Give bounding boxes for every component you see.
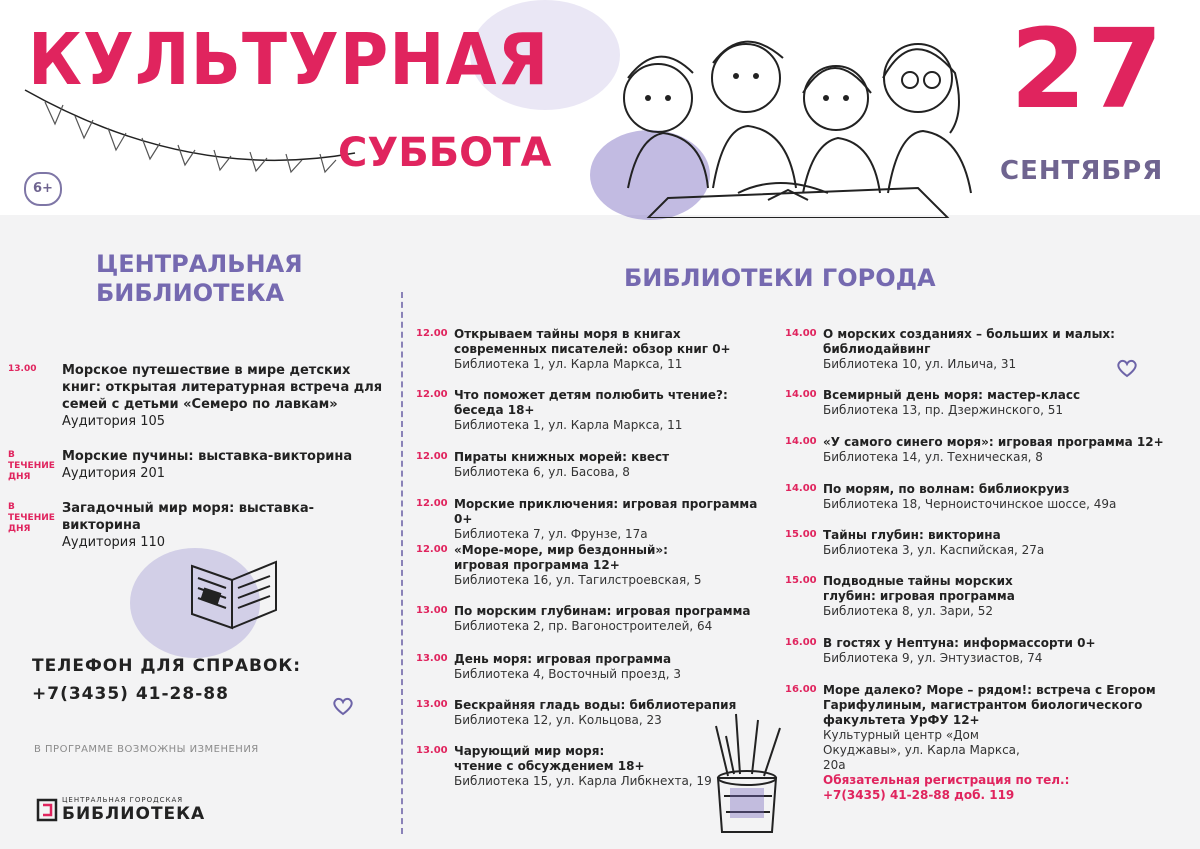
event-time: В ТЕЧЕНИЕ ДНЯ — [8, 450, 55, 482]
event-time: 15.00 — [785, 529, 817, 540]
event-place: Библиотека 16, ул. Тагилстроевская, 5 — [454, 573, 702, 587]
event-time: 12.00 — [416, 498, 448, 509]
event-time: 16.00 — [785, 684, 817, 695]
phone-number[interactable]: +7(3435) 41-28-88 — [32, 684, 229, 704]
central-event — [8, 448, 388, 482]
event-time: В ТЕЧЕНИЕ ДНЯ — [8, 502, 55, 534]
city-event — [785, 388, 1165, 418]
event-place: Библиотека 18, Черноисточинское шоссе, 49а — [823, 497, 1117, 511]
event-time: 13.00 — [8, 364, 37, 374]
event-title: Что поможет детям полюбить чтение?: беседа 18+ — [454, 388, 728, 417]
event-time: 16.00 — [785, 637, 817, 648]
event-title: Бескрайняя гладь воды: библиотерапия — [454, 698, 737, 712]
city-event — [785, 528, 1165, 558]
event-title: По морям, по волнам: библиокруиз — [823, 482, 1070, 496]
event-place: Аудитория 105 — [62, 414, 166, 429]
event-place: Культурный центр «Дом Окуджавы», ул. Карла Маркса, 20а — [823, 728, 1020, 772]
program-change-notice: В ПРОГРАММЕ ВОЗМОЖНЫ ИЗМЕНЕНИЯ — [34, 744, 259, 755]
city-event — [785, 482, 1165, 512]
event-place: Библиотека 10, ул. Ильича, 31 — [823, 357, 1017, 371]
event-place: Библиотека 15, ул. Карла Либкнехта, 19 — [454, 774, 712, 788]
bunting-garland-icon — [20, 88, 360, 178]
children-reading-illustration — [588, 18, 988, 218]
date-month: СЕНТЯБРЯ — [1000, 156, 1164, 186]
event-place: Библиотека 1, ул. Карла Маркса, 11 — [454, 418, 683, 432]
poster-title: КУЛЬТУРНАЯ — [28, 18, 550, 102]
event-place: Библиотека 13, пр. Дзержинского, 51 — [823, 403, 1063, 417]
date-day: 27 — [1010, 5, 1164, 133]
event-time: 13.00 — [416, 745, 448, 756]
event-time: 12.00 — [416, 328, 448, 339]
city-event — [785, 327, 1165, 372]
heart-icon — [1116, 358, 1138, 378]
central-event — [8, 362, 388, 430]
event-title: «У самого синего моря»: игровая программа 12+ — [823, 435, 1164, 449]
column-divider — [401, 292, 403, 834]
event-place: Библиотека 7, ул. Фрунзе, 17а — [454, 527, 648, 541]
city-event — [416, 652, 776, 682]
event-place: Библиотека 2, пр. Вагоностроителей, 64 — [454, 619, 713, 633]
event-title: Загадочный мир моря: выставка-викторина — [62, 501, 315, 533]
city-event — [416, 543, 776, 588]
event-title: По морским глубинам: игровая программа — [454, 604, 751, 618]
logo-big-text: БИБЛИОТЕКА — [62, 804, 206, 824]
city-event — [416, 450, 776, 480]
event-time: 12.00 — [416, 389, 448, 400]
central-event — [8, 500, 388, 551]
event-place: Библиотека 9, ул. Энтузиастов, 74 — [823, 651, 1043, 665]
event-time: 14.00 — [785, 436, 817, 447]
city-event — [416, 604, 776, 634]
event-title: Открываем тайны моря в книгах современных писателей: обзор книг 0+ — [454, 327, 731, 356]
event-place: Библиотека 14, ул. Техническая, 8 — [823, 450, 1043, 464]
heart-icon — [332, 696, 354, 716]
event-place: Аудитория 110 — [62, 535, 166, 550]
event-time: 13.00 — [416, 699, 448, 710]
city-event — [416, 497, 776, 542]
poster-subtitle: СУББОТА — [338, 130, 552, 176]
city-libraries-heading: БИБЛИОТЕКИ ГОРОДА — [624, 264, 936, 292]
event-title: Тайны глубин: викторина — [823, 528, 1001, 542]
event-title: «Море-море, мир бездонный»: игровая программа 12+ — [454, 543, 668, 572]
event-place: Библиотека 12, ул. Кольцова, 23 — [454, 713, 662, 727]
event-time: 14.00 — [785, 389, 817, 400]
event-title: О морских созданиях – больших и малых: библиодайвинг — [823, 327, 1115, 356]
event-place: Библиотека 3, ул. Каспийская, 27а — [823, 543, 1045, 557]
city-event — [785, 574, 1165, 619]
registration-phone[interactable]: +7(3435) 41-28-88 доб. 119 — [823, 788, 1015, 802]
city-event — [416, 327, 776, 372]
event-place: Аудитория 201 — [62, 466, 166, 481]
open-book-icon — [184, 548, 284, 632]
event-time: 13.00 — [416, 605, 448, 616]
event-time: 12.00 — [416, 544, 448, 555]
pencil-cup-icon — [706, 708, 792, 838]
event-time: 12.00 — [416, 451, 448, 462]
event-title: Пираты книжных морей: квест — [454, 450, 670, 464]
library-logo-icon — [36, 798, 58, 822]
event-time: 13.00 — [416, 653, 448, 664]
city-event — [785, 636, 1165, 666]
central-library-heading: ЦЕНТРАЛЬНАЯ БИБЛИОТЕКА — [96, 250, 303, 307]
event-title: В гостях у Нептуна: информассорти 0+ — [823, 636, 1096, 650]
event-place: Библиотека 8, ул. Зари, 52 — [823, 604, 994, 618]
event-title: Чарующий мир моря: чтение с обсуждением 18+ — [454, 744, 645, 773]
city-event — [416, 388, 776, 433]
event-time: 15.00 — [785, 575, 817, 586]
event-place: Библиотека 1, ул. Карла Маркса, 11 — [454, 357, 683, 371]
event-title: Морские пучины: выставка-викторина — [62, 449, 353, 464]
event-title: Подводные тайны морских глубин: игровая программа — [823, 574, 1015, 603]
event-title: Всемирный день моря: мастер-класс — [823, 388, 1081, 402]
event-time: 14.00 — [785, 328, 817, 339]
city-event — [785, 683, 1165, 803]
event-title: Морское путешествие в мире детских книг: открытая литературная встреча для семей с детьми «Семеро по лавкам» — [62, 363, 383, 412]
event-place: Библиотека 6, ул. Басова, 8 — [454, 465, 630, 479]
logo-small-text: ЦЕНТРАЛЬНАЯ ГОРОДСКАЯ — [62, 796, 184, 804]
city-event — [785, 435, 1165, 465]
event-place: Библиотека 4, Восточный проезд, 3 — [454, 667, 681, 681]
age-rating-badge: 6+ — [24, 172, 62, 206]
event-title: День моря: игровая программа — [454, 652, 672, 666]
event-time: 14.00 — [785, 483, 817, 494]
registration-label: Обязательная регистрация по тел.: — [823, 773, 1070, 787]
event-title: Море далеко? Море – рядом!: встреча с Егором Гарифулиным, магистрантом биологического факультета УрФУ 12+ — [823, 683, 1156, 727]
event-title: Морские приключения: игровая программа 0+ — [454, 497, 758, 526]
phone-label: ТЕЛЕФОН ДЛЯ СПРАВОК: — [32, 656, 302, 676]
